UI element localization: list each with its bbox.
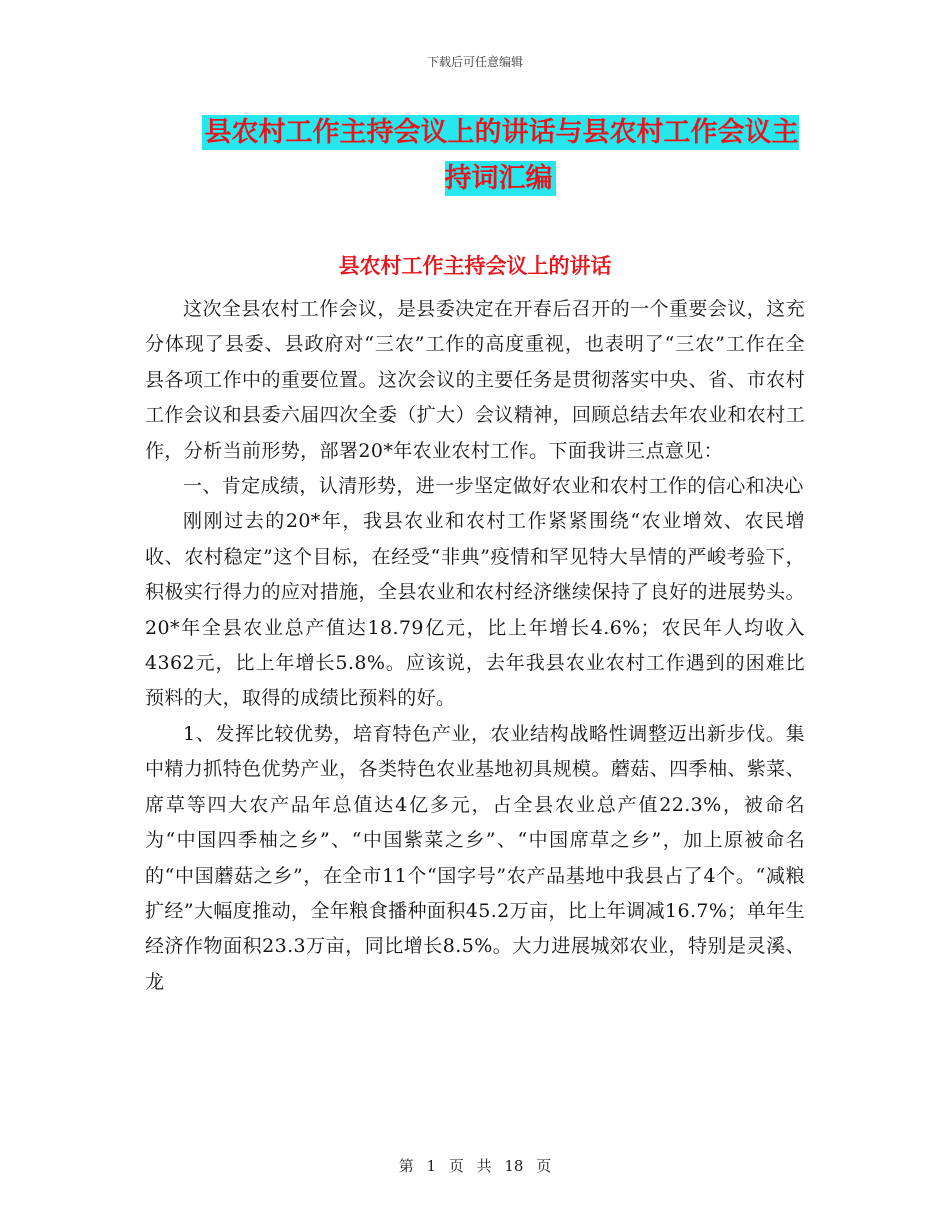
section-title: 县农村工作主持会议上的讲话 [338, 254, 612, 278]
header-note: 下载后可任意编辑 [426, 55, 523, 69]
document-title-text: 县农村工作主持会议上的讲话与县农村工作会议主持词汇编 [202, 115, 799, 196]
document-body [145, 292, 805, 1000]
document-title [190, 110, 810, 202]
paragraph: 这次全县农村工作会议，是县委决定在开春后召开的一个重要会议，这充分体现了县委、县政府对“三农”工作的高度重视，也表明了“三农”工作在全县各项工作中的重要位置。这次会议的主要任务是贯彻落实中央、省、市农村工作会议和县委六届四次全委（扩大）会议精神，回顾总结去年农业和农村工作，分析当前形势，部署20*年农业农村工作。下面我讲三点意见： [145, 298, 805, 462]
paragraph: 刚刚过去的20*年，我县农业和农村工作紧紧围绕“农业增效、农民增收、农村稳定”这个目标，在经受“非典”疫情和罕见特大旱情的严峻考验下，积极实行得力的应对措施，全县农业和农村经济继续保持了良好的进展势头。20*年全县农业总产值达18.79亿元，比上年增长4.6%；农民年人均收入4362元，比上年增长5.8%。应该说，去年我县农业农村工作遇到的困难比预料的大，取得的成绩比预料的好。 [145, 510, 805, 710]
paragraph: 一、肯定成绩，认清形势，进一步坚定做好农业和农村工作的信心和决心 [183, 475, 804, 498]
page-number: 第 1 页 共 18 页 [398, 1157, 552, 1175]
paragraph: 1、发挥比较优势，培育特色产业，农业结构战略性调整迈出新步伐。集中精力抓特色优势产业，各类特色农业基地初具规模。蘑菇、四季柚、紫菜、席草等四大农产品年总值达4亿多元，占全县农业总产值22.3%，被命名为“中国四季柚之乡”、“中国紫菜之乡”、“中国席草之乡”，加上原被命名的“中国蘑菇之乡”，在全市11个“国字号”农产品基地中我县占了4个。“减粮扩经”大幅度推动，全年粮食播种面积45.2万亩，比上年调减16.7%；单年生经济作物面积23.3万亩，同比增长8.5%。大力进展城郊农业，特别是灵溪、龙 [145, 722, 805, 993]
